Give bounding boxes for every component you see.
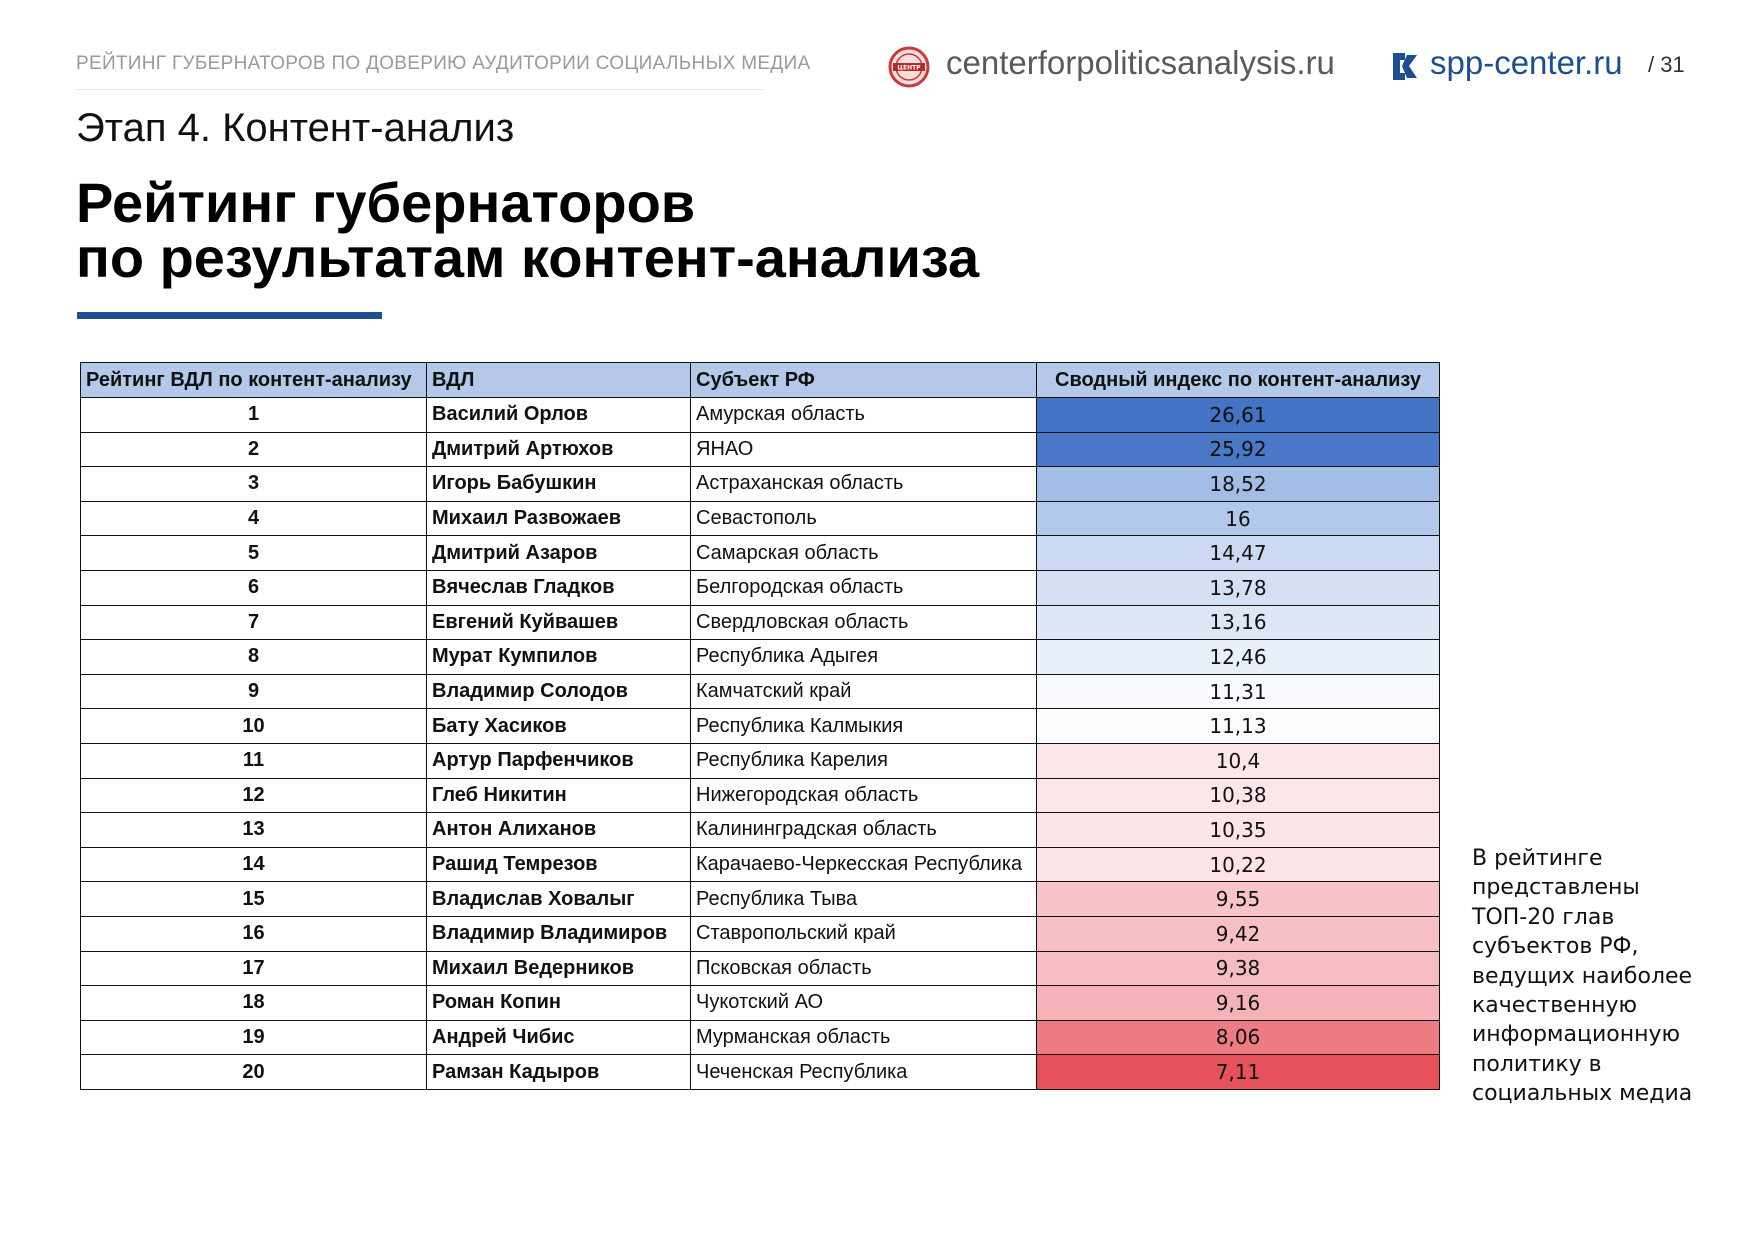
index-cell: 13,16 [1037,605,1440,640]
rank-cell: 3 [81,467,427,502]
index-cell: 12,46 [1037,640,1440,675]
rank-cell: 7 [81,605,427,640]
region-cell: Республика Адыгея [691,640,1037,675]
region-cell: Астраханская область [691,467,1037,502]
region-cell: Самарская область [691,536,1037,571]
index-cell: 7,11 [1037,1055,1440,1090]
rank-cell: 16 [81,916,427,951]
rank-cell: 19 [81,1020,427,1055]
rank-cell: 9 [81,674,427,709]
rank-cell: 12 [81,778,427,813]
table-row [81,501,1440,536]
table-row [81,1020,1440,1055]
center-logo-icon [888,46,930,88]
ranking-table [80,362,1440,1090]
site-link-centerforpoliticsanalysis[interactable]: centerforpoliticsanalysis.ru [946,44,1335,81]
rank-cell: 20 [81,1055,427,1090]
name-cell: Роман Копин [427,986,691,1021]
name-cell: Антон Алиханов [427,813,691,848]
rank-cell: 8 [81,640,427,675]
side-note: В рейтинге представлены ТОП-20 глав субъектов РФ, ведущих наиболее качественную информационную политику в социальных медиа [1472,846,1693,1107]
rank-cell: 17 [81,951,427,986]
table-row [81,778,1440,813]
header-divider [76,89,763,90]
table-row [81,605,1440,640]
page-title-line-1: Рейтинг губернаторов [76,171,696,234]
name-cell: Михаил Ведерников [427,951,691,986]
name-cell: Игорь Бабушкин [427,467,691,502]
table-row [81,432,1440,467]
region-cell: Чеченская Республика [691,1055,1037,1090]
region-cell: Севастополь [691,501,1037,536]
index-cell: 25,92 [1037,432,1440,467]
name-cell: Вячеслав Гладков [427,570,691,605]
index-cell: 13,78 [1037,570,1440,605]
table-row [81,986,1440,1021]
region-cell: Ставропольский край [691,916,1037,951]
table-header-row [81,363,1440,398]
index-cell: 10,35 [1037,813,1440,848]
col-header-index: Сводный индекс по контент-анализу [1037,363,1440,398]
table-row [81,398,1440,433]
table-row [81,882,1440,917]
region-cell: Калининградская область [691,813,1037,848]
name-cell: Бату Хасиков [427,709,691,744]
rank-cell: 5 [81,536,427,571]
index-cell: 9,16 [1037,986,1440,1021]
region-cell: Чукотский АО [691,986,1037,1021]
rank-cell: 10 [81,709,427,744]
site-link-spp-center[interactable]: spp-center.ru [1430,44,1623,81]
table-row [81,743,1440,778]
stage-heading: Этап 4. Контент-анализ [76,106,515,150]
table-row [81,467,1440,502]
name-cell: Владимир Солодов [427,674,691,709]
col-header-name: ВДЛ [427,363,691,398]
index-cell: 11,31 [1037,674,1440,709]
page-title-line-2: по результатам контент-анализа [76,226,980,289]
rank-cell: 1 [81,398,427,433]
index-cell: 10,22 [1037,847,1440,882]
table-row [81,570,1440,605]
index-cell: 11,13 [1037,709,1440,744]
index-cell: 18,52 [1037,467,1440,502]
page-title [76,171,980,289]
name-cell: Василий Орлов [427,398,691,433]
index-cell: 10,4 [1037,743,1440,778]
name-cell: Михаил Развожаев [427,501,691,536]
table-row [81,916,1440,951]
index-cell: 9,55 [1037,882,1440,917]
region-cell: Камчатский край [691,674,1037,709]
rank-cell: 4 [81,501,427,536]
index-cell: 8,06 [1037,1020,1440,1055]
logo-left-text: ЦЕНТР [897,64,921,72]
rank-cell: 6 [81,570,427,605]
name-cell: Владислав Ховалыг [427,882,691,917]
name-cell: Рашид Темрезов [427,847,691,882]
region-cell: ЯНАО [691,432,1037,467]
table-row [81,951,1440,986]
region-cell: Республика Карелия [691,743,1037,778]
name-cell: Глеб Никитин [427,778,691,813]
region-cell: Белгородская область [691,570,1037,605]
region-cell: Нижегородская область [691,778,1037,813]
table-row [81,847,1440,882]
page-number: / 31 [1648,52,1685,77]
table-row [81,674,1440,709]
name-cell: Евгений Куйвашев [427,605,691,640]
index-cell: 14,47 [1037,536,1440,571]
index-cell: 26,61 [1037,398,1440,433]
region-cell: Свердловская область [691,605,1037,640]
title-underline [77,312,382,319]
table-row [81,640,1440,675]
spp-logo-icon [1391,51,1419,82]
index-cell: 9,42 [1037,916,1440,951]
table-row [81,536,1440,571]
report-title: РЕЙТИНГ ГУБЕРНАТОРОВ ПО ДОВЕРИЮ АУДИТОРИИ СОЦИАЛЬНЫХ МЕДИА [76,53,811,74]
region-cell: Республика Калмыкия [691,709,1037,744]
index-cell: 9,38 [1037,951,1440,986]
rank-cell: 18 [81,986,427,1021]
table-row [81,709,1440,744]
rank-cell: 15 [81,882,427,917]
rank-cell: 13 [81,813,427,848]
rank-cell: 14 [81,847,427,882]
name-cell: Мурат Кумпилов [427,640,691,675]
region-cell: Амурская область [691,398,1037,433]
name-cell: Дмитрий Азаров [427,536,691,571]
table-row [81,813,1440,848]
index-cell: 16 [1037,501,1440,536]
rank-cell: 2 [81,432,427,467]
region-cell: Псковская область [691,951,1037,986]
name-cell: Владимир Владимиров [427,916,691,951]
name-cell: Артур Парфенчиков [427,743,691,778]
col-header-region: Субъект РФ [691,363,1037,398]
table-row [81,1055,1440,1090]
rank-cell: 11 [81,743,427,778]
region-cell: Карачаево-Черкесская Республика [691,847,1037,882]
name-cell: Рамзан Кадыров [427,1055,691,1090]
region-cell: Мурманская область [691,1020,1037,1055]
region-cell: Республика Тыва [691,882,1037,917]
col-header-rank: Рейтинг ВДЛ по контент-анализу [81,363,427,398]
index-cell: 10,38 [1037,778,1440,813]
name-cell: Андрей Чибис [427,1020,691,1055]
name-cell: Дмитрий Артюхов [427,432,691,467]
